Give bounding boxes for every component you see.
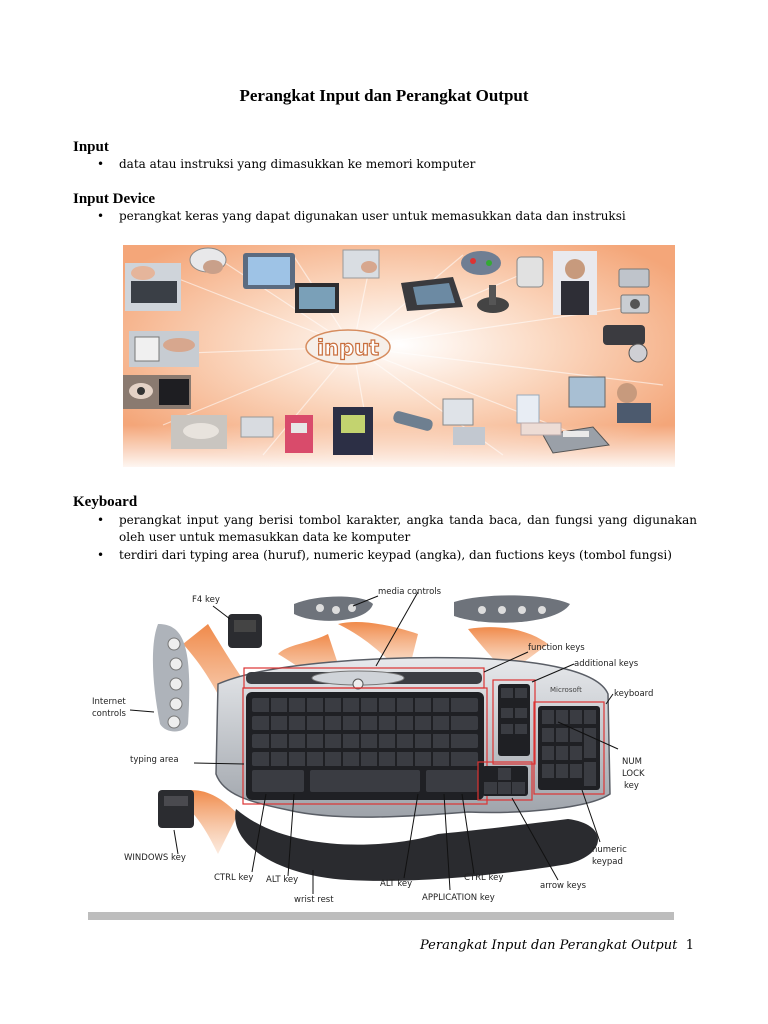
label-ctrl-key-left: CTRL key	[214, 873, 254, 883]
device-card-reader-photo	[285, 415, 313, 453]
footer-title: Perangkat Input dan Perangkat Output	[420, 938, 678, 953]
brand-label: Microsoft	[550, 686, 582, 694]
section-heading-input: Input	[73, 139, 109, 155]
windows-key-callout	[158, 790, 194, 828]
label-ctrl-key-right: CTRL key	[464, 873, 504, 883]
label-f4-key: F4 key	[192, 595, 220, 605]
page-number: 1	[685, 938, 694, 953]
label-num-lock-line2: LOCK	[622, 769, 645, 779]
section-heading-keyboard: Keyboard	[73, 494, 138, 510]
label-alt-key-right: ALT key	[380, 879, 413, 889]
bullet-text: perangkat keras yang dapat digunakan user untuk memasukkan data dan instruksi	[119, 209, 626, 223]
bullet-item	[97, 156, 697, 173]
device-gamepad-photo	[461, 251, 501, 275]
section-heading-input-device: Input Device	[73, 191, 156, 207]
device-tablet-photo	[295, 283, 339, 313]
bullet-icon: •	[97, 209, 105, 223]
bullet-text: perangkat input yang berisi tombol karakter, angka tanda baca, dan fungsi yang digunakan oleh user untuk memasukkan data ke komputer	[119, 513, 697, 544]
device-touchscreen-photo	[243, 253, 295, 289]
label-keyboard: keyboard	[614, 689, 654, 699]
device-eye-scanner-photo	[123, 375, 191, 409]
input-center-badge	[306, 330, 390, 364]
label-numeric-keypad-line1: numeric	[592, 845, 627, 855]
device-light-pen-photo	[129, 331, 199, 367]
device-pda-photo	[517, 257, 543, 287]
bullet-text: data atau instruksi yang dimasukkan ke memori komputer	[119, 157, 476, 171]
label-num-lock-line1: NUM	[622, 757, 642, 767]
device-scanner-photo	[343, 250, 379, 278]
bullet-item	[97, 512, 697, 546]
bullet-item	[97, 208, 697, 225]
device-phone-photo	[171, 415, 227, 449]
input-devices-figure	[123, 245, 675, 467]
label-windows-key: WINDOWS key	[124, 853, 186, 863]
keyboard-diagram-figure	[88, 584, 674, 920]
bullet-icon: •	[97, 157, 105, 171]
additional-keys-block	[498, 684, 530, 756]
label-media-controls: media controls	[378, 587, 442, 597]
figure-bottom-edge	[88, 912, 674, 920]
input-center-label: input	[316, 336, 380, 360]
label-internet-controls-line2: controls	[92, 709, 126, 719]
numeric-keypad-block	[538, 706, 600, 790]
bullet-icon: •	[97, 548, 105, 562]
label-function-keys: function keys	[528, 643, 585, 653]
f4-key-callout	[228, 614, 262, 648]
device-game-controller-photo	[333, 407, 373, 455]
device-keyboard-photo	[125, 263, 181, 311]
device-digitizer-photo	[401, 277, 463, 311]
bullet-item	[97, 547, 697, 564]
device-person-headset-photo	[553, 251, 597, 315]
label-num-lock-line3: key	[624, 781, 639, 791]
bullet-text: terdiri dari typing area (huruf), numeric keypad (angka), dan fuctions keys (tombol fungsi)	[119, 548, 672, 562]
label-application-key: APPLICATION key	[422, 893, 495, 903]
label-typing-area: typing area	[130, 755, 179, 765]
label-wrist-rest: wrist rest	[294, 895, 334, 905]
label-internet-controls-line1: Internet	[92, 697, 126, 707]
page-footer	[420, 938, 710, 953]
label-numeric-keypad-line2: keypad	[592, 857, 623, 867]
typing-area-keys	[246, 692, 484, 800]
label-arrow-keys: arrow keys	[540, 881, 587, 891]
arrow-keys-block	[482, 766, 528, 796]
bullet-icon: •	[97, 513, 105, 527]
page-title: Perangkat Input dan Perangkat Output	[239, 86, 529, 105]
device-stylus-photo	[241, 417, 273, 437]
label-alt-key-left: ALT key	[266, 875, 299, 885]
label-additional-keys: additional keys	[574, 659, 639, 669]
